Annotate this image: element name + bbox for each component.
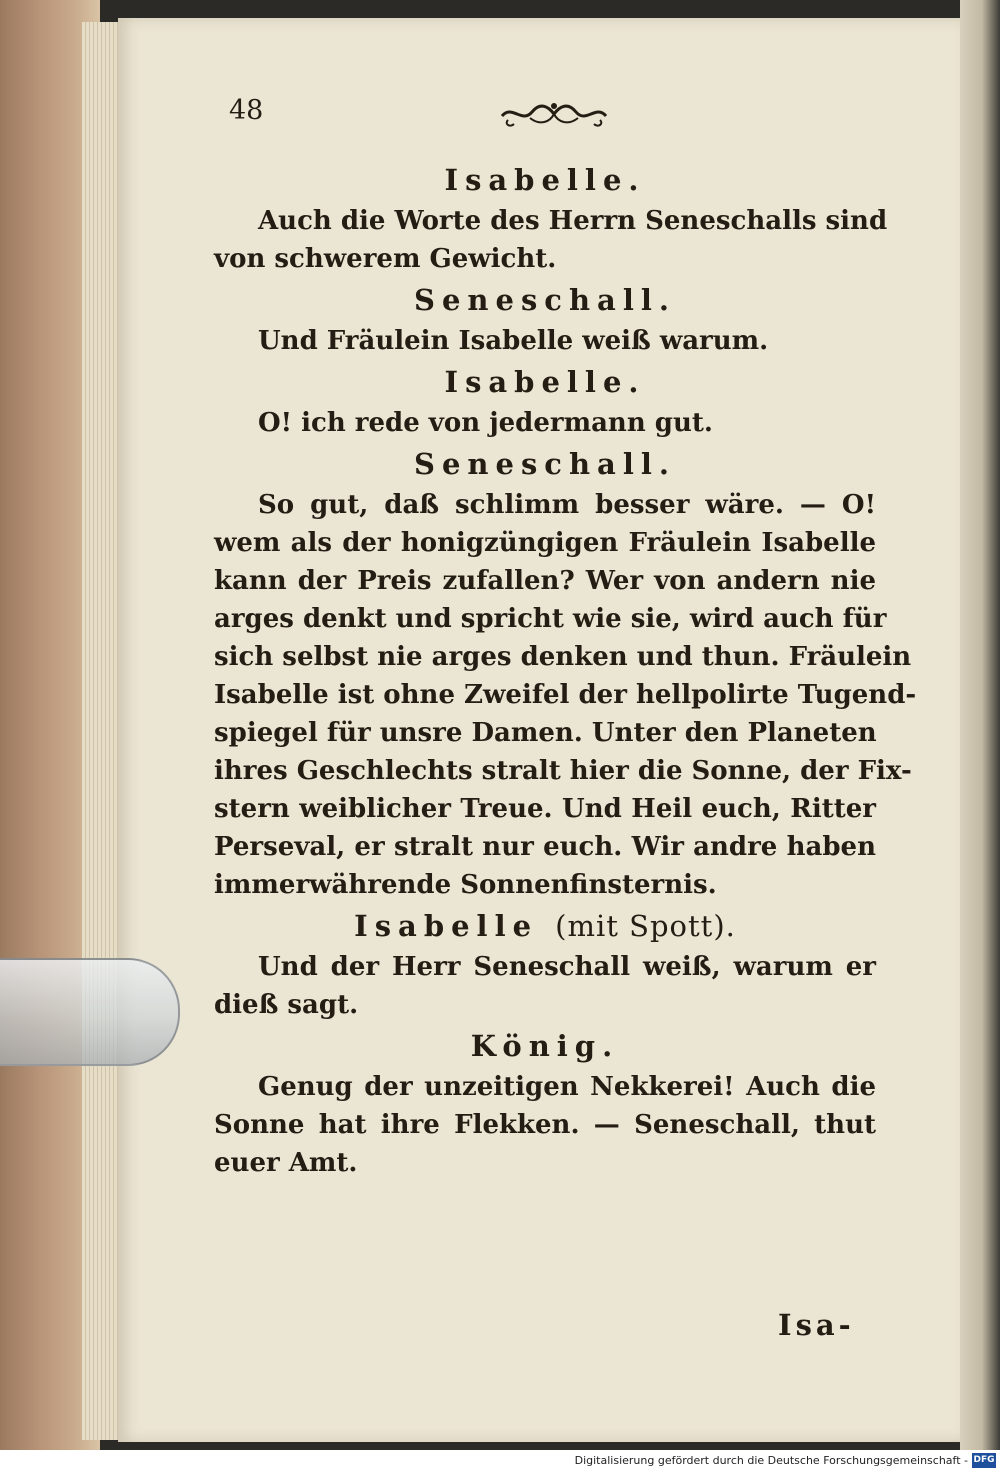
speaker-name: Isabelle. — [444, 163, 646, 197]
text-line: Isabelle ist ohne Zweifel der hellpolirte Tugend- — [214, 680, 917, 710]
text-line: immerwährende Sonnenfinsternis. — [214, 870, 717, 900]
dfg-logo: DFG — [972, 1453, 996, 1468]
speaker-heading — [214, 158, 876, 202]
text-line: wem als der honigzüngigen Fräulein Isabelle — [214, 528, 876, 558]
speaker-heading — [214, 360, 876, 404]
text-line: Perseval, er stralt nur euch. Wir andre haben — [214, 832, 876, 862]
text-line: Und der Herr Seneschall weiß, warum er — [258, 952, 876, 982]
text-line: O! ich rede von jedermann gut. — [258, 408, 713, 438]
speaker-name: König. — [470, 1029, 620, 1063]
ornament-icon — [500, 94, 608, 130]
footer-credit: Digitalisierung gefördert durch die Deutsche Forschungsgemeinschaft - — [574, 1454, 968, 1467]
page-number: 48 — [229, 95, 264, 126]
text-line: spiegel für unsre Damen. Unter den Planeten — [214, 718, 877, 748]
text-line: kann der Preis zufallen? Wer von andern nie — [214, 566, 876, 596]
speaker-name: Isabelle — [354, 909, 539, 943]
text-line: arges denkt und spricht wie sie, wird auch für — [214, 604, 887, 634]
text-line: sich selbst nie arges denken und thun. Fräulein — [214, 642, 912, 672]
speaker-heading — [214, 278, 876, 322]
speech-blocks — [214, 158, 917, 1182]
text-line: euer Amt. — [214, 1148, 358, 1178]
plastic-page-holder — [0, 958, 180, 1066]
page-text — [214, 158, 917, 1182]
speaker-heading — [214, 904, 876, 948]
text-line: stern weiblicher Treue. Und Heil euch, Ritter — [214, 794, 876, 824]
text-line: Auch die Worte des Herrn Seneschalls sind — [258, 206, 888, 236]
text-line: von schwerem Gewicht. — [214, 244, 557, 274]
speaker-name: Isabelle. — [444, 365, 646, 399]
text-line: ihres Geschlechts stralt hier die Sonne, der Fix- — [214, 756, 912, 786]
facing-page-edge — [960, 0, 1000, 1450]
footer-bar — [0, 1450, 1000, 1473]
text-line: dieß sagt. — [214, 990, 359, 1020]
text-line: So gut, daß schlimm besser wäre. — O! — [258, 490, 876, 520]
text-line: Genug der unzeitigen Nekkerei! Auch die — [258, 1072, 876, 1102]
text-line: Und Fräulein Isabelle weiß warum. — [258, 326, 769, 356]
speaker-name: Seneschall. — [414, 447, 676, 481]
speaker-heading — [214, 1024, 876, 1068]
stage-direction: (mit Spott). — [555, 909, 736, 943]
catchword: Isa- — [778, 1308, 855, 1342]
page-stack — [82, 22, 122, 1440]
text-line: Sonne hat ihre Flekken. — Seneschall, thut — [214, 1110, 876, 1140]
speaker-name: Seneschall. — [414, 283, 676, 317]
speaker-heading — [214, 442, 876, 486]
